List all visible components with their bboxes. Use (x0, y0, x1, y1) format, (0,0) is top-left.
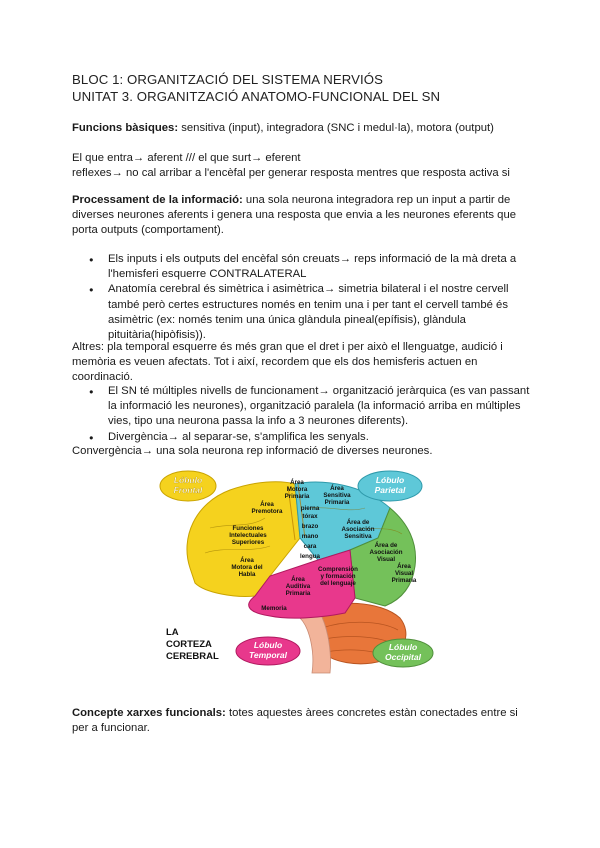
body-label-brazo: brazo (301, 523, 319, 530)
funciones-intelectuales-label-3: Superiores (231, 539, 265, 546)
unitat-heading: UNITAT 3. ORGANITZACIÓ ANATOMO-FUNCIONAL DEL SN (72, 89, 441, 104)
area-motora-label-1: Área (290, 479, 304, 486)
cerebral-cortex-figure (150, 468, 450, 678)
list-item (72, 430, 534, 445)
area-auditiva-label-2: Auditiva (285, 583, 311, 590)
list-item (72, 252, 534, 282)
area-auditiva-label-1: Área (291, 576, 305, 583)
memoria-label: Memoria (261, 605, 287, 612)
caption-line-3: CEREBRAL (166, 651, 219, 662)
parietal-lobe-label-2: Parietal (374, 485, 406, 495)
bullet-line: asimètric (ex: només tenim una única glàndula pineal(epífisis), glàndula (108, 313, 466, 326)
xarxes-line-1: totes aquestes àrees concretes estàn conectades entre si (225, 707, 518, 719)
xarxes-line-2: per a funcionar. (72, 722, 150, 735)
body-label-pierna: pierna (300, 505, 320, 512)
body-label-lengua: lengua (300, 553, 320, 560)
bullet-line: ● Anatomía cerebral és simètrica i asimètrica→ simetria bilateral i el nostre cervell (108, 283, 509, 296)
area-premotora-label-2: Premotora (251, 508, 283, 515)
area-premotora-label-1: Área (260, 501, 274, 508)
area-sensitiva-label-1: Área (330, 485, 344, 492)
bloc-heading: BLOC 1: ORGANITZACIÓ DEL SISTEMA NERVIÓS (72, 72, 384, 87)
aferent-line-1: El que entra→ aferent /// el que surt→ eferent (72, 152, 301, 164)
altres-line-3: coordinació. (72, 371, 133, 384)
body-label-mano: mano (301, 533, 319, 540)
bullet-list-2 (72, 384, 534, 445)
parietal-lobe-label-1: Lóbulo (375, 475, 405, 485)
bullet-list-1 (72, 252, 534, 343)
area-visual-label-1: Área (397, 563, 411, 570)
xarxes-paragraph (72, 706, 534, 736)
frontal-lobe-label-2: Frontal (173, 485, 203, 495)
altres-paragraph (72, 340, 534, 386)
processament-line-3: porta outputs (comportament). (72, 224, 224, 237)
bullet-line: també però certes estructures només en tenim una i per tant el cervell també és (108, 298, 508, 311)
asociacion-visual-label-2: Asociación (369, 549, 403, 556)
comprension-label-2: y formación (320, 573, 356, 580)
asociacion-sensitiva-label-3: Sensitiva (344, 533, 372, 540)
xarxes-label: Concepte xarxes funcionals: (72, 707, 226, 719)
funciones-intelectuales-label-1: Funciones (232, 525, 264, 532)
bullet-line: ● Els inputs i els outputs del encèfal són creuats→ reps informació de la mà dreta a (108, 253, 517, 265)
processament-label: Processament de la informació: (72, 194, 243, 206)
comprension-label-3: del lenguaje (320, 580, 356, 587)
bullet-line: l'hemisferi esquerre CONTRALATERAL (108, 268, 307, 281)
area-visual-label-3: Primaria (391, 577, 417, 584)
altres-line-2: memòria es veuen afectats. Tot i així, recordem que els dos hemisferis actuen en (72, 356, 478, 369)
caption-line-2: CORTEZA (166, 639, 212, 650)
area-sensitiva-label-3: Primaria (324, 499, 350, 506)
asociacion-visual-label-3: Visual (376, 556, 396, 563)
body-label-cara: cara (303, 543, 317, 550)
bullet-line: ● Divergència→ al separar-se, s'amplifica les senyals. (108, 430, 369, 443)
processament-line-1: una sola neurona integradora rep un input a partir de (242, 194, 511, 206)
aferent-paragraph (72, 151, 534, 181)
funcions-label: Funcions bàsiques: (72, 122, 179, 134)
caption-line-1: LA (166, 627, 179, 638)
altres-line-1: Altres: pla temporal esquerre és més gran que el dret i per això el llenguatge, audició i (72, 341, 503, 353)
area-motora-label-2: Motora (286, 486, 308, 493)
occipital-lobe-label-2: Occipital (385, 652, 421, 662)
aferent-line-2: reflexes→ no cal arribar a l'encèfal per generar resposta mentres que resposta activa si (72, 167, 510, 180)
asociacion-sensitiva-label-1: Área de (346, 519, 370, 526)
temporal-lobe-label-2: Temporal (249, 650, 287, 660)
area-habla-label-1: Área (240, 557, 254, 564)
body-label-torax: tórax (302, 513, 318, 520)
funcions-text: sensitiva (input), integradora (SNC i medul·la), motora (output) (178, 122, 494, 134)
processament-paragraph (72, 193, 534, 239)
occipital-lobe-label-1: Lóbulo (388, 642, 418, 652)
list-item (72, 282, 534, 343)
bullet-line: ● El SN té múltiples nivells de funcionament→ organització jeràrquica (es van passant (108, 385, 530, 397)
asociacion-visual-label-1: Área de (374, 542, 398, 549)
funciones-intelectuales-label-2: Intelectuales (229, 532, 267, 539)
area-sensitiva-label-2: Sensitiva (323, 492, 351, 499)
asociacion-sensitiva-label-2: Asociación (341, 526, 375, 533)
bullet-line: pituitària(hipòfisis)). (108, 329, 206, 342)
convergencia-paragraph: Convergència→ una sola neurona rep informació de diverses neurones. (72, 445, 433, 457)
brain-diagram (150, 468, 450, 678)
funcions-paragraph (72, 121, 534, 136)
frontal-lobe-label-1: Lóbulo (173, 475, 203, 485)
area-habla-label-2: Motora del (231, 564, 263, 571)
area-habla-label-3: Habla (238, 571, 256, 578)
comprension-label-1: Comprensión (318, 566, 358, 573)
processament-line-2: diverses neurones aferents i genera una resposta que envia a les neurones eferents que (72, 209, 517, 222)
list-item (72, 384, 534, 430)
bullet-line: vies, tipo una neurona passa la info a 3 neurones diferents). (108, 415, 409, 428)
area-auditiva-label-3: Primaria (285, 590, 311, 597)
temporal-lobe-label-1: Lóbulo (253, 640, 283, 650)
area-motora-label-3: Primaria (284, 493, 310, 500)
area-visual-label-2: Visual (394, 570, 414, 577)
bullet-line: la informació les neurones), organització paralela (la informació arriba en múltiples (108, 400, 521, 413)
